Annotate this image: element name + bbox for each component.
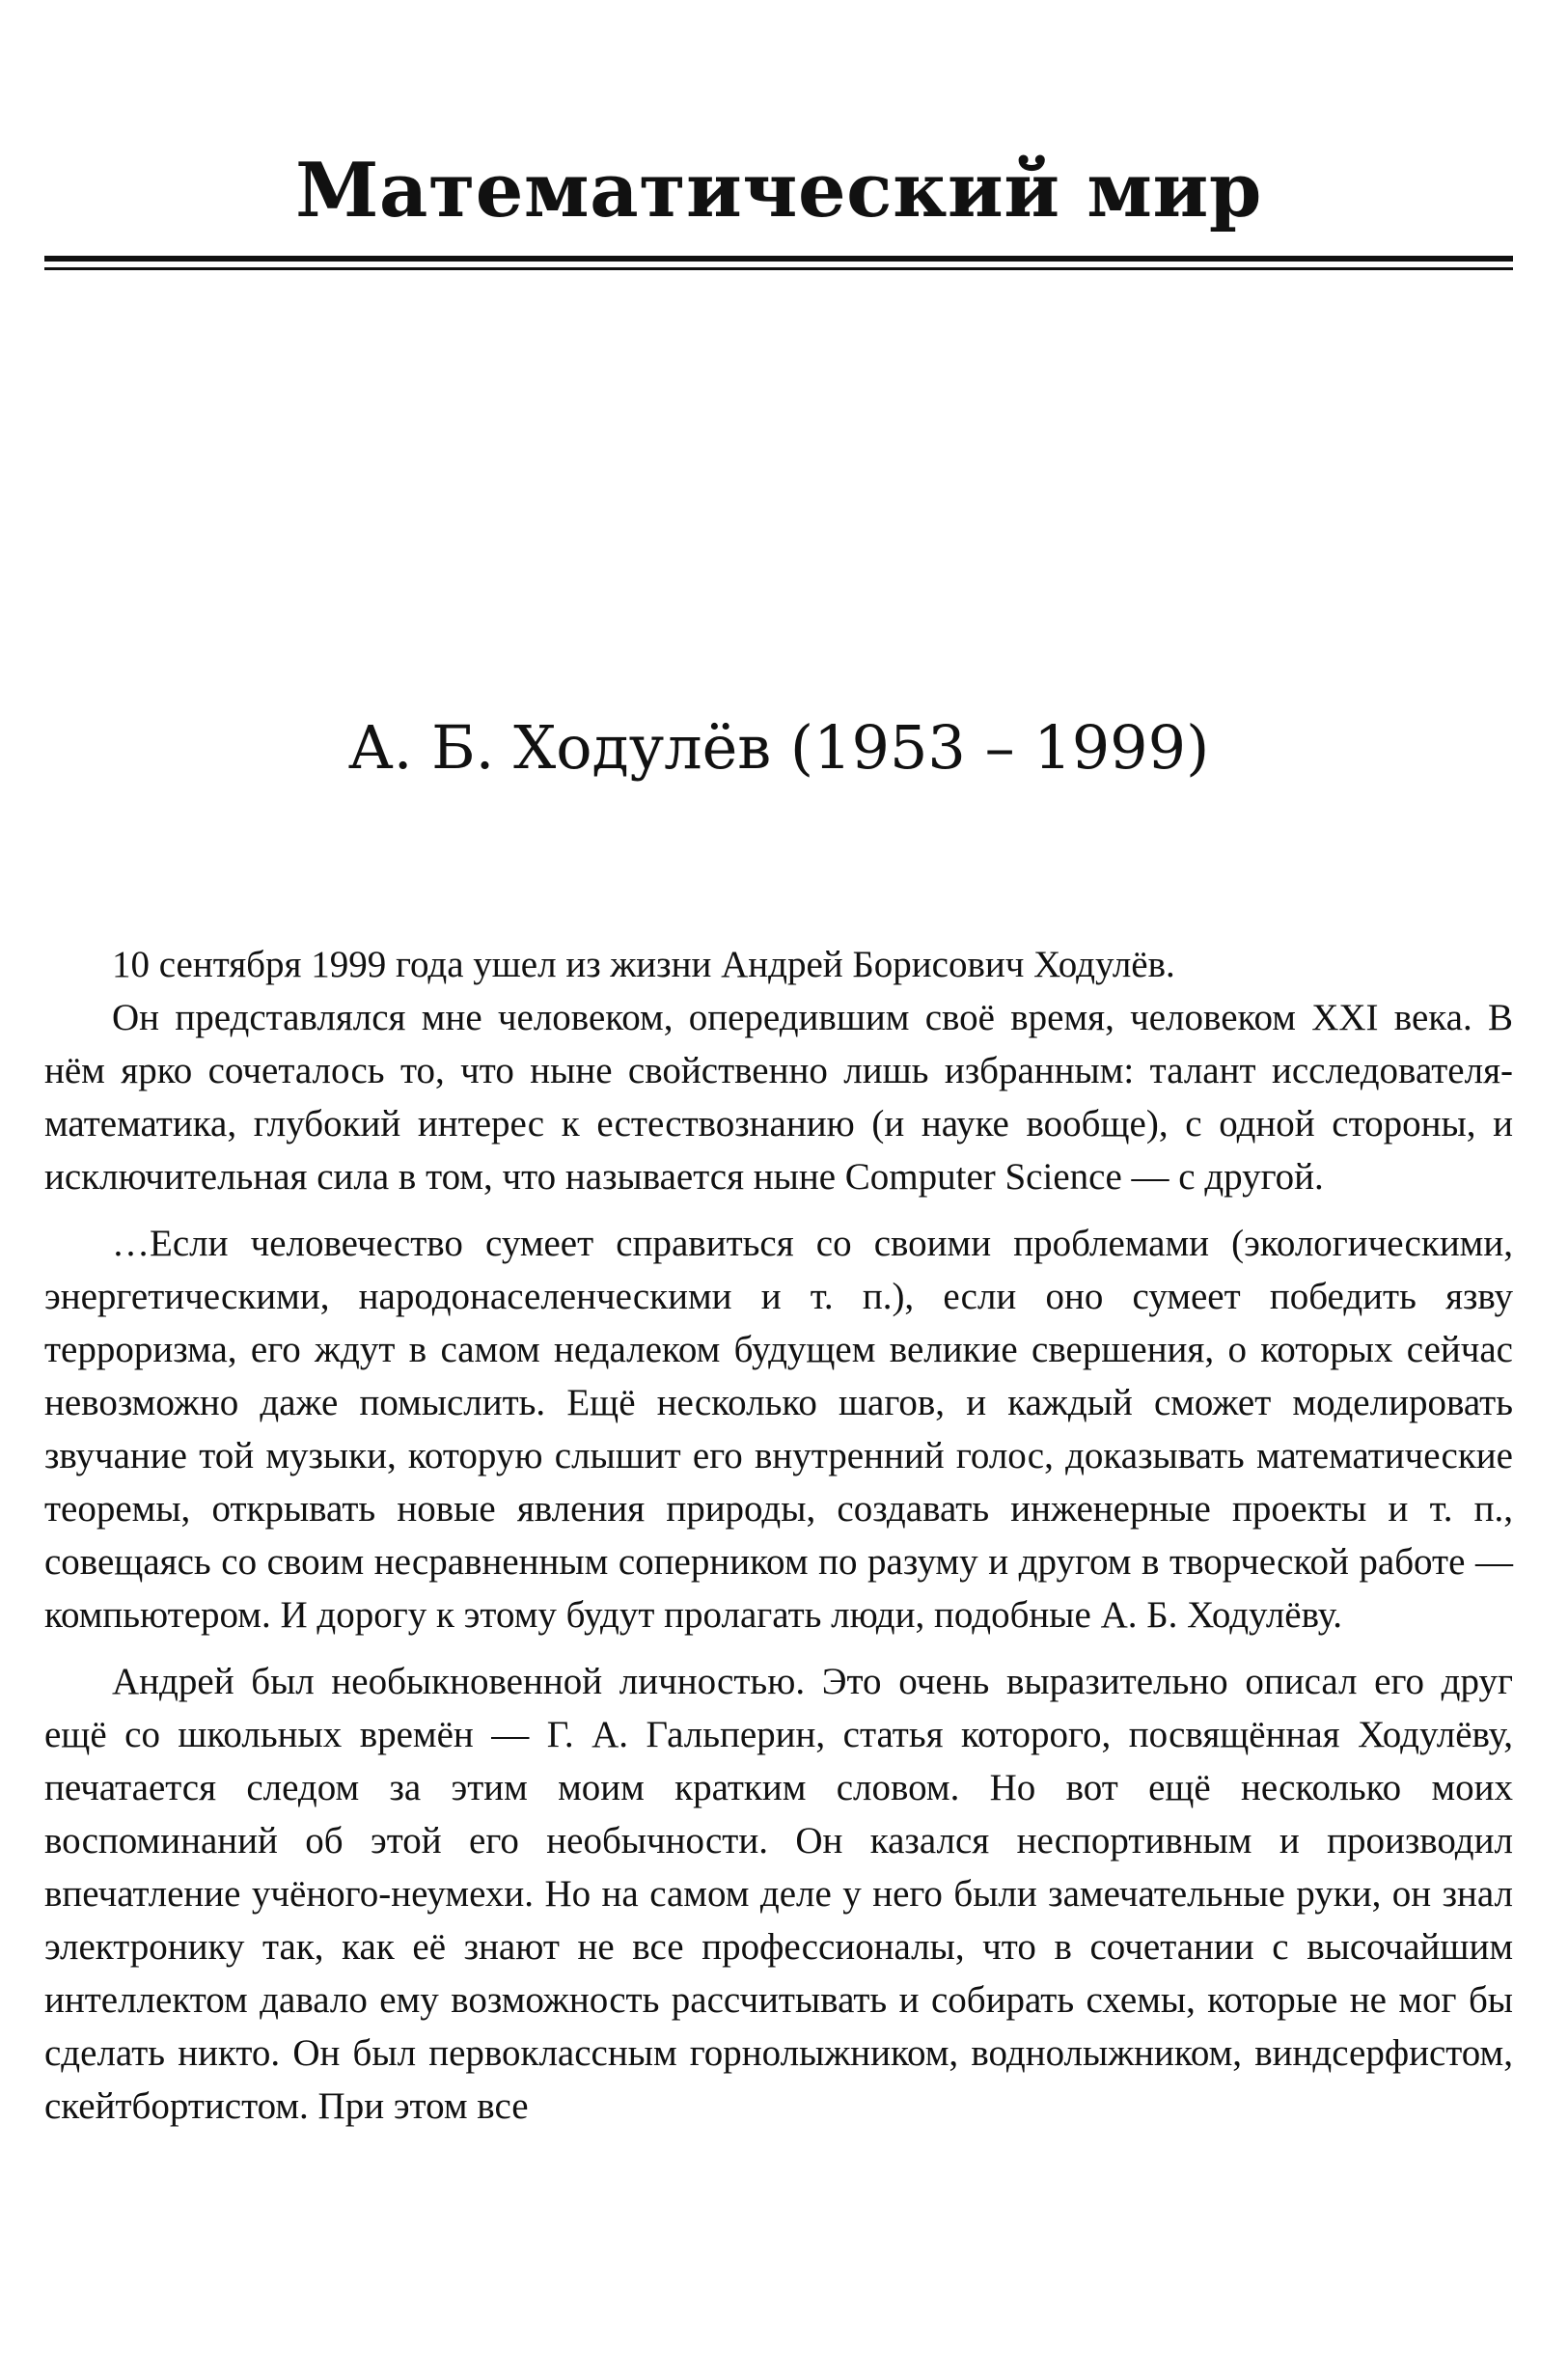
paragraph-2: Он представлялся мне человеком, опередившим своё время, человеком XXI века. В нём ярко сочеталось то, что ныне свойственно лишь избранным: талант исследователя-математика, глубокий интерес к естествознанию (и науке вообще), с одной стороны, и исключительная сила в том, что называется ныне Computer Science — с другой.: [44, 997, 1513, 1198]
article-body: [44, 938, 1513, 2133]
paragraph-4: Андрей был необыкновенной личностью. Это очень выразительно описал его друг ещё со школьных времён — Г. А. Гальперин, статья которого, посвящённая Ходулёву, печатается следом за этим моим кратким словом. Но вот ещё несколько моих воспоминаний об этой его необычности. Он казался неспортивным и производил впечатление учёного-неумехи. Но на самом деле у него были замечательные руки, он знал электронику так, как её знают не все профессионалы, что в сочетании с высочайшим интеллектом давало ему возможность рассчитывать и собирать схемы, которые не мог бы сделать никто. Он был первоклассным горнолыжником, воднолыжником, виндсерфистом, скейтбортистом. При этом все: [44, 1661, 1513, 2127]
section-title: Математический мир: [295, 147, 1262, 234]
paragraph-3: …Если человечество сумеет справиться со своими проблемами (экологическими, энергетическими, народонаселенческими и т. п.), если оно сумеет победить язву терроризма, его ждут в самом недалеком будущем великие свершения, о которых сейчас невозможно даже помыслить. Ещё несколько шагов, и каждый сможет моделировать звучание той музыки, которую слышит его внутренний голос, доказывать математические теоремы, открывать новые явления природы, создавать инженерные проекты и т. п., совещаясь со своим несравненным соперником по разуму и другом в творческой работе — компьютером. И дорогу к этому будут пролагать люди, подобные А. Б. Ходулёву.: [44, 1223, 1513, 1636]
header-rule-thin: [44, 267, 1513, 270]
paragraph-1: 10 сентября 1999 года ушел из жизни Андрей Борисович Ходулёв.: [112, 944, 1175, 985]
article-title: А. Б. Ходулёв (1953 – 1999): [347, 712, 1210, 783]
header-rule-thick: [44, 256, 1513, 262]
